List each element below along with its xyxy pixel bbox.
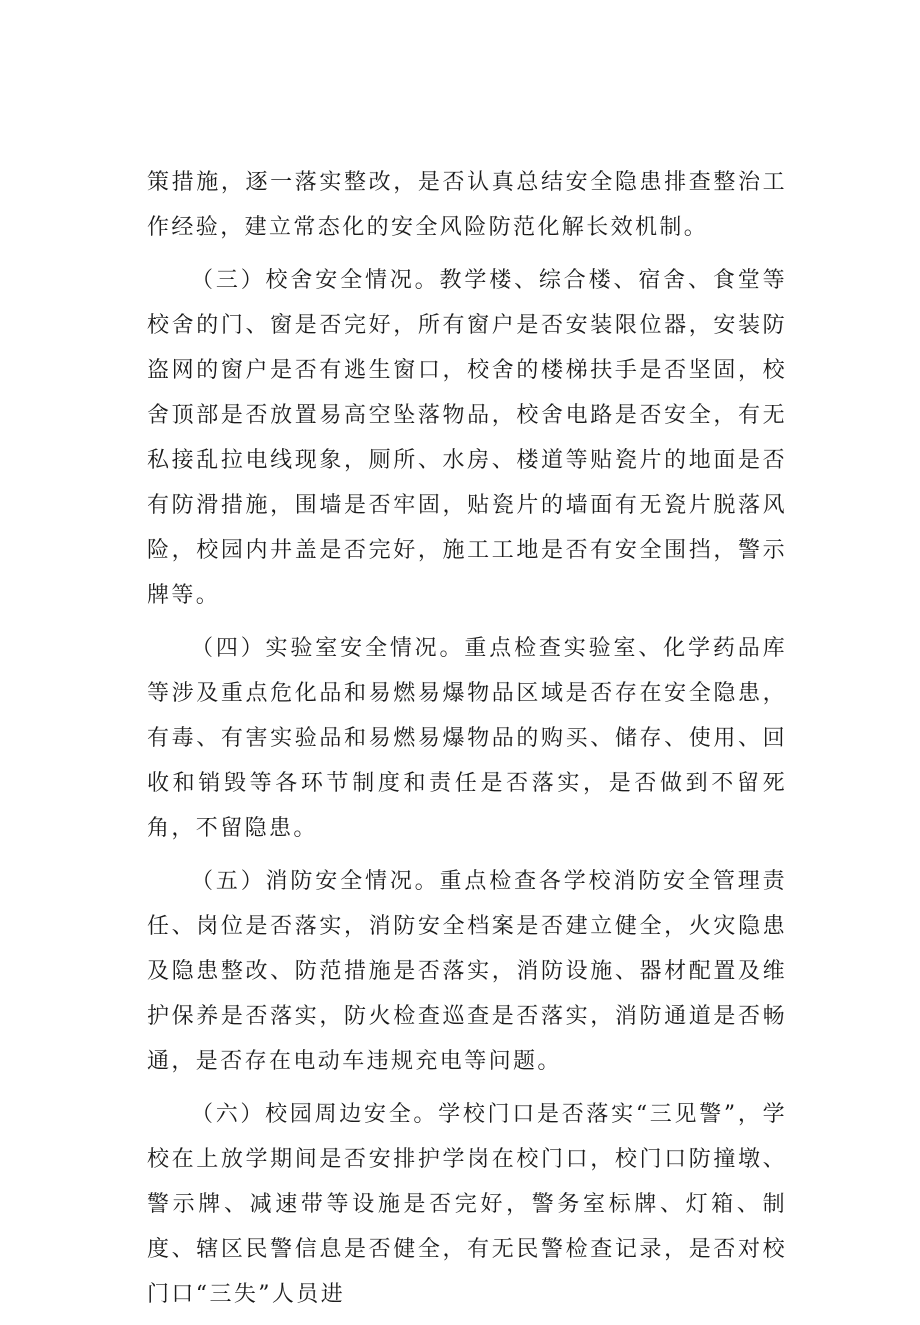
paragraph-section-5-fire-safety: （五）消防安全情况。重点检查各学校消防安全管理责任、岗位是否落实，消防安全档案是否建立健全，火灾隐患及隐患整改、防范措施是否落实，消防设施、器材配置及维护保养是否落实，防火检查巡查是否落实，消防通道是否畅通，是否存在电动车违规充电等问题。 — [147, 869, 787, 1074]
paragraph-section-6-campus-surroundings: （六）校园周边安全。学校门口是否落实“三见警”，学校在上放学期间是否安排护学岗在校门口，校门口防撞墩、警示牌、减速带等设施是否完好，警务室标牌、灯箱、制度、辖区民警信息是否健全，有无民警检查记录，是否对校门口“三失”人员进 — [147, 1102, 787, 1307]
paragraph-section-3-school-buildings: （三）校舍安全情况。教学楼、综合楼、宿舍、食堂等校舍的门、窗是否完好，所有窗户是否安装限位器，安装防盗网的窗户是否有逃生窗口，校舍的楼梯扶手是否坚固，校舍顶部是否放置易高空坠落物品，校舍电路是否安全，有无私接乱拉电线现象，厕所、水房、楼道等贴瓷片的地面是否有防滑措施，围墙是否牢固，贴瓷片的墙面有无瓷片脱落风险，校园内井盖是否完好，施工工地是否有安全围挡，警示牌等。 — [147, 268, 787, 608]
paragraph-section-4-laboratory: （四）实验室安全情况。重点检查实验室、化学药品库等涉及重点危化品和易燃易爆物品区域是否存在安全隐患，有毒、有害实验品和易燃易爆物品的购买、储存、使用、回收和销毁等各环节制度和责任是否落实，是否做到不留死角，不留隐患。 — [147, 636, 787, 841]
paragraph-continuation: 策措施，逐一落实整改，是否认真总结安全隐患排查整治工作经验，建立常态化的安全风险防范化解长效机制。 — [147, 170, 787, 240]
document-body — [147, 160, 787, 1325]
